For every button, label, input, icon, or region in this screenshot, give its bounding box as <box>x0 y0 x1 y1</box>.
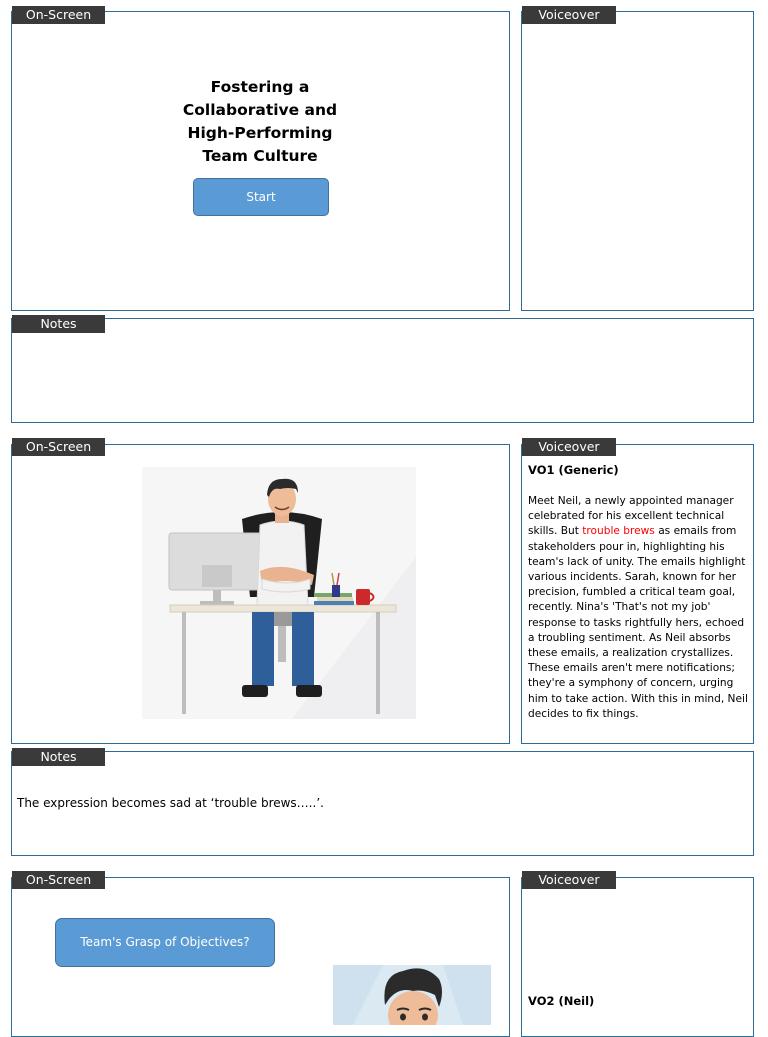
manager-at-desk-illustration <box>142 467 416 719</box>
voiceover-label-1: Voiceover <box>522 6 616 24</box>
vo1-heading: VO1 (Generic) <box>528 463 619 477</box>
notes-label-1: Notes <box>12 315 105 333</box>
vo2-heading: VO2 (Neil) <box>528 994 595 1008</box>
objectives-button[interactable]: Team's Grasp of Objectives? <box>55 918 275 967</box>
voiceover-label-2: Voiceover <box>522 438 616 456</box>
vo1-highlight: trouble brews <box>582 525 655 538</box>
onscreen-label-1: On-Screen <box>12 6 105 24</box>
voiceover-panel-1 <box>521 11 754 311</box>
start-button[interactable]: Start <box>193 178 329 216</box>
neil-portrait-illustration <box>333 965 491 1025</box>
vo1-script: Meet Neil, a newly appointed manager celebrated for his excellent technical skills. But trouble brews as emails from stakeholders pour in, highlighting his team's lack of unity. The emails highlight various incidents. Sarah, known for her precision, fumbled a critical team goal, recently. Nina's 'That's not my job' response to tasks rightfully hers, echoed a troubling sentiment. As Neil absorbs these emails, a realization crystallizes. These emails aren't mere notifications; they're a symphony of concern, urging him to take action. With this in mind, Neil decides to fix things. <box>528 495 748 720</box>
notes-panel-1 <box>11 318 754 423</box>
onscreen-label-2: On-Screen <box>12 438 105 456</box>
note-text-2: The expression becomes sad at ‘trouble brews…..’. <box>17 796 324 810</box>
course-title: Fostering a Collaborative and High-Performing Team Culture <box>182 78 338 165</box>
onscreen-label-3: On-Screen <box>12 871 105 889</box>
voiceover-label-3: Voiceover <box>522 871 616 889</box>
voiceover-panel-3 <box>521 877 754 1037</box>
notes-label-2: Notes <box>12 748 105 766</box>
